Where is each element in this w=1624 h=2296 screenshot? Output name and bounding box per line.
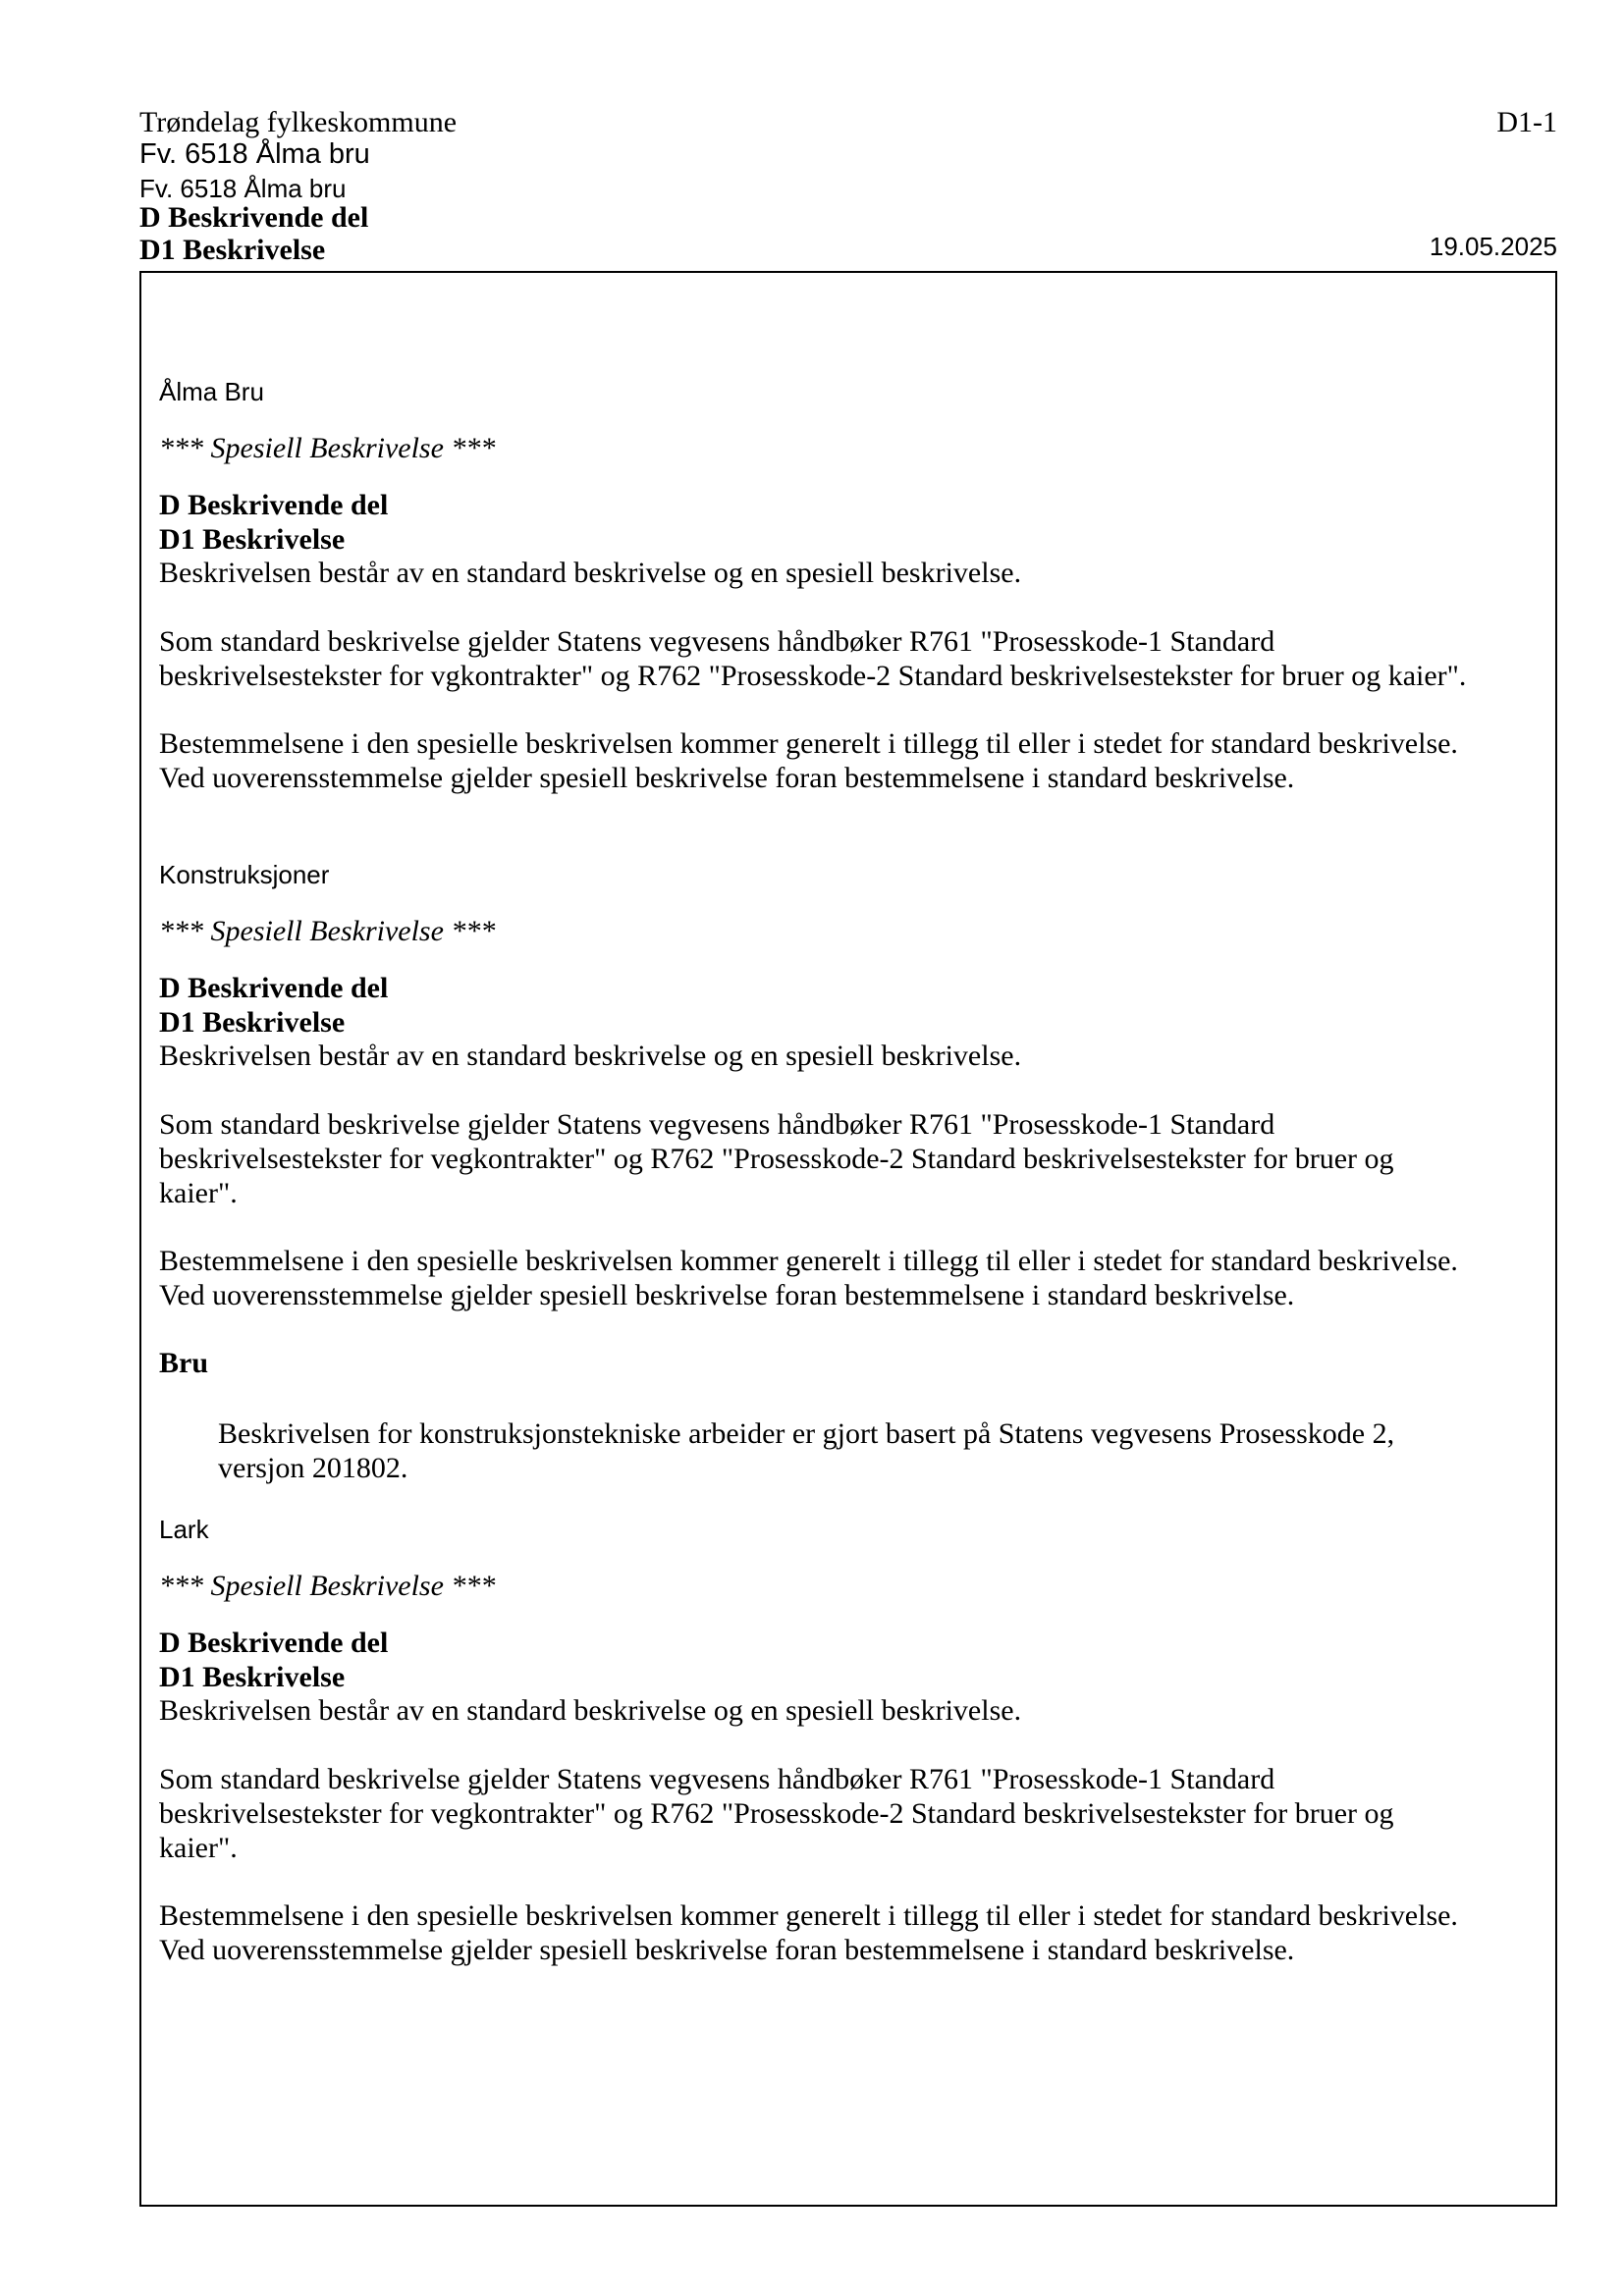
paragraph-line: kaier".	[159, 1832, 238, 1864]
paragraph: Beskrivelsen består av en standard beskrivelse og en spesiell beskrivelse.	[159, 557, 1022, 589]
paragraph-line: Bestemmelsene i den spesielle beskrivelsen kommer generelt i tillegg til eller i stedet for standard beskrivelse.	[159, 1899, 1458, 1932]
section-heading-part: D Beskrivende del	[159, 972, 389, 1004]
paragraph-line: Som standard beskrivelse gjelder Statens vegvesens håndbøker R761 "Prosesskode-1 Standard	[159, 1763, 1275, 1795]
paragraph-line: Bestemmelsene i den spesielle beskrivelsen kommer generelt i tillegg til eller i stedet for standard beskrivelse.	[159, 1245, 1458, 1277]
special-description-marker: *** Spesiell Beskrivelse ***	[159, 432, 496, 464]
document-date: 19.05.2025	[1429, 232, 1557, 261]
subsection-paragraph-line: versjon 201802.	[218, 1452, 408, 1484]
part-title: D Beskrivende del	[139, 201, 369, 234]
section-heading-part: D Beskrivende del	[159, 1627, 389, 1659]
special-description-marker: *** Spesiell Beskrivelse ***	[159, 1570, 496, 1602]
paragraph-line: beskrivelsestekster for vgkontrakter" og R762 "Prosesskode-2 Standard beskrivelsestekster for bruer og kaier".	[159, 660, 1467, 692]
paragraph-line: beskrivelsestekster for vegkontrakter" og R762 "Prosesskode-2 Standard beskrivelsestekster for bruer og	[159, 1797, 1394, 1830]
special-description-marker: *** Spesiell Beskrivelse ***	[159, 915, 496, 947]
section-title: Konstruksjoner	[159, 860, 330, 889]
paragraph-line: beskrivelsestekster for vegkontrakter" og R762 "Prosesskode-2 Standard beskrivelsestekster for bruer og	[159, 1143, 1394, 1175]
chapter-title: D1 Beskrivelse	[139, 234, 326, 266]
section-heading-part: D Beskrivende del	[159, 489, 389, 521]
section-title: Lark	[159, 1515, 209, 1544]
paragraph-line: Som standard beskrivelse gjelder Statens vegvesens håndbøker R761 "Prosesskode-1 Standard	[159, 625, 1275, 658]
paragraph: Beskrivelsen består av en standard beskrivelse og en spesiell beskrivelse.	[159, 1040, 1022, 1072]
paragraph-line: Bestemmelsene i den spesielle beskrivelsen kommer generelt i tillegg til eller i stedet for standard beskrivelse.	[159, 727, 1458, 760]
section-heading-chapter: D1 Beskrivelse	[159, 1006, 346, 1039]
organization-name: Trøndelag fylkeskommune	[139, 106, 458, 138]
paragraph-line: kaier".	[159, 1177, 238, 1209]
paragraph-line: Ved uoverensstemmelse gjelder spesiell beskrivelse foran bestemmelsene i standard beskrivelse.	[159, 762, 1295, 794]
paragraph-line: Ved uoverensstemmelse gjelder spesiell beskrivelse foran bestemmelsene i standard beskrivelse.	[159, 1279, 1295, 1311]
section-heading-chapter: D1 Beskrivelse	[159, 523, 346, 556]
subsection-heading: Bru	[159, 1347, 209, 1379]
paragraph-line: Som standard beskrivelse gjelder Statens vegvesens håndbøker R761 "Prosesskode-1 Standard	[159, 1108, 1275, 1141]
project-name: Fv. 6518 Ålma bru	[139, 138, 370, 170]
section-heading-chapter: D1 Beskrivelse	[159, 1661, 346, 1693]
paragraph: Beskrivelsen består av en standard beskrivelse og en spesiell beskrivelse.	[159, 1694, 1022, 1727]
page-code: D1-1	[1496, 106, 1557, 138]
paragraph-line: Ved uoverensstemmelse gjelder spesiell beskrivelse foran bestemmelsene i standard beskrivelse.	[159, 1934, 1295, 1966]
subsection-paragraph-line: Beskrivelsen for konstruksjonstekniske arbeider er gjort basert på Statens vegvesens Prosesskode 2,	[218, 1417, 1395, 1450]
section-title: Ålma Bru	[159, 377, 264, 406]
project-subname: Fv. 6518 Ålma bru	[139, 174, 347, 203]
